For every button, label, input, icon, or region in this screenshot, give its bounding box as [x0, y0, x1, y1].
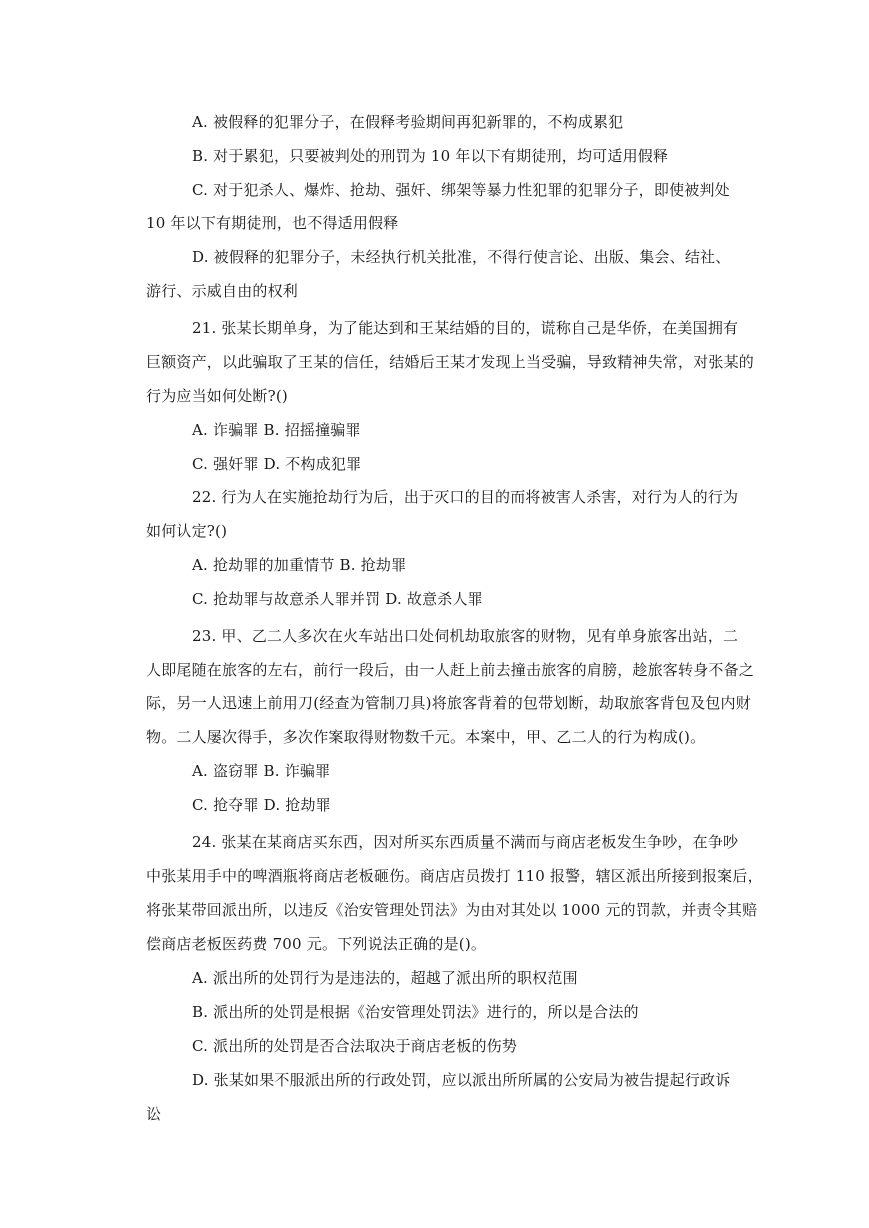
question-24-option-c: C. 派出所的处罚是否合法取决于商店老板的伤势: [192, 1037, 518, 1055]
question-23-line-2: 人即尾随在旅客的左右，前行一段后，由一人赶上前去撞击旅客的肩膀，趁旅客转身不备之: [146, 661, 755, 679]
question-24-line-2: 中张某用手中的啤酒瓶将商店老板砸伤。商店店员拨打 110 报警，辖区派出所接到报案后，: [146, 867, 763, 885]
option-a-text: A. 被假释的犯罪分子，在假释考验期间再犯新罪的，不构成累犯: [192, 113, 624, 131]
question-24-line-1: 24. 张某在某商店买东西，因对所买东西质量不满而与商店老板发生争吵，在争吵: [192, 833, 739, 851]
question-21-options-cd: C. 强奸罪 D. 不构成犯罪: [192, 455, 362, 473]
question-22-line-2: 如何认定?(): [146, 522, 228, 540]
question-24-line-3: 将张某带回派出所，以违反《治安管理处罚法》为由对其处以 1000 元的罚款，并责令其赔: [146, 901, 758, 919]
question-22-line-1: 22. 行为人在实施抢劫行为后，出于灭口的目的而将被害人杀害，对行为人的行为: [192, 488, 739, 506]
question-24-option-d-continued: 讼: [146, 1105, 162, 1123]
question-23-line-4: 物。二人屡次得手，多次作案取得财物数千元。本案中，甲、乙二人的行为构成()。: [146, 728, 706, 746]
option-b-text: B. 对于累犯，只要被判处的刑罚为 10 年以下有期徒刑，均可适用假释: [192, 147, 669, 165]
question-21-options-ab: A. 诈骗罪 B. 招摇撞骗罪: [192, 421, 361, 439]
option-c-continued: 10 年以下有期徒刑，也不得适用假释: [146, 214, 399, 232]
question-24-line-4: 偿商店老板医药费 700 元。下列说法正确的是()。: [146, 935, 487, 953]
option-c-text: C. 对于犯杀人、爆炸、抢劫、强奸、绑架等暴力性犯罪的犯罪分子，即使被判处: [192, 181, 730, 199]
question-23-options-ab: A. 盗窃罪 B. 诈骗罪: [192, 762, 331, 780]
question-21-line-3: 行为应当如何处断?(): [146, 387, 288, 405]
question-22-options-cd: C. 抢劫罪与故意杀人罪并罚 D. 故意杀人罪: [192, 590, 483, 608]
question-24-option-d: D. 张某如果不服派出所的行政处罚，应以派出所所属的公安局为被告提起行政诉: [192, 1071, 731, 1089]
option-d-continued: 游行、示威自由的权利: [146, 282, 299, 300]
option-d-text: D. 被假释的犯罪分子，未经执行机关批准，不得行使言论、出版、集会、结社、: [192, 248, 731, 266]
question-21-line-1: 21. 张某长期单身，为了能达到和王某结婚的目的，谎称自己是华侨，在美国拥有: [192, 319, 739, 337]
question-22-options-ab: A. 抢劫罪的加重情节 B. 抢劫罪: [192, 556, 407, 574]
question-23-line-1: 23. 甲、乙二人多次在火车站出口处伺机劫取旅客的财物，见有单身旅客出站，二: [192, 627, 739, 645]
question-24-option-a: A. 派出所的处罚行为是违法的，超越了派出所的职权范围: [192, 969, 578, 987]
question-24-option-b: B. 派出所的处罚是根据《治安管理处罚法》进行的，所以是合法的: [192, 1003, 639, 1021]
question-23-options-cd: C. 抢夺罪 D. 抢劫罪: [192, 796, 331, 814]
question-21-line-2: 巨额资产，以此骗取了王某的信任，结婚后王某才发现上当受骗，导致精神失常，对张某的: [146, 353, 755, 371]
question-23-line-3: 际，另一人迅速上前用刀(经查为管制刀具)将旅客背着的包带划断，劫取旅客背包及包内财: [146, 694, 751, 712]
